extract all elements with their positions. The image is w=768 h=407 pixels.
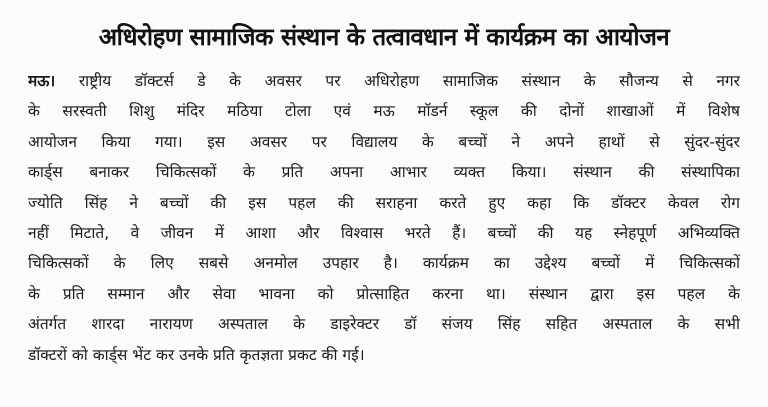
- article-line: मऊ। राष्ट्रीय डॉक्टर्स डे के अवसर पर अधिरोहण सामाजिक संस्थान के सौजन्य से नगर: [28, 72, 740, 90]
- article-line: आयोजन किया गया। इस अवसर पर विद्यालय के बच्चों ने अपने हाथों से सुंदर-सुंदर: [28, 132, 740, 151]
- article-line: डॉक्टरों को कार्ड्स भेंट कर उनके प्रति कृतज्ञता प्रकट की गई।: [28, 345, 365, 364]
- article-line: के प्रति सम्मान और सेवा भावना को प्रोत्साहित करना था। संस्थान द्वारा इस पहल के: [28, 284, 740, 303]
- article-line: ज्योति सिंह ने बच्चों की इस पहल की सराहना करते हुए कहा कि डॉक्टर केवल रोग: [28, 193, 740, 212]
- article-line: कार्ड्स बनाकर चिकित्सकों के प्रति अपना आभार व्यक्त किया। संस्थान की संस्थापिका: [28, 163, 740, 182]
- article-line: अंतर्गत शारदा नारायण अस्पताल के डाइरेक्टर डॉ संजय सिंह सहित अस्पताल के सभी: [28, 315, 740, 334]
- previous-article-remnant: [250, 0, 510, 8]
- article-line: चिकित्सकों के लिए सबसे अनमोल उपहार है। कार्यक्रम का उद्देश्य बच्चों में चिकित्सकों: [28, 254, 740, 273]
- article-dateline: मऊ।: [28, 72, 56, 90]
- article-line: के सरस्वती शिशु मंदिर मठिया टोला एवं मऊ मॉडर्न स्कूल की दोनों शाखाओं में विशेष: [28, 102, 740, 121]
- article-headline: अधिरोहण सामाजिक संस्थान के तत्वावधान में कार्यक्रम का आयोजन: [98, 23, 670, 51]
- article-line: नहीं मिटाते, वे जीवन में आशा और विश्वास भरते हैं। बच्चों की यह स्नेहपूर्ण अभिव्यक्ति: [28, 223, 740, 242]
- article-body: [28, 66, 740, 370]
